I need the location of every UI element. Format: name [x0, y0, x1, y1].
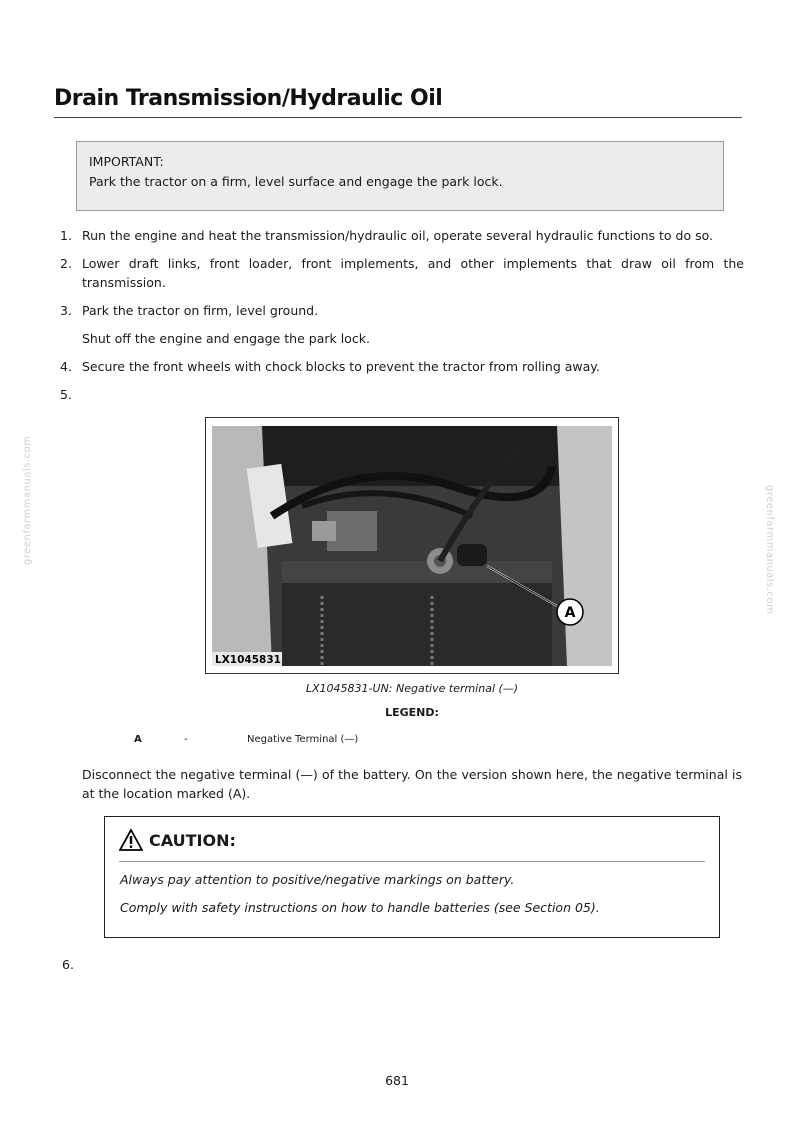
step-number: 5. [60, 387, 72, 402]
battery-figure [205, 417, 619, 674]
battery-photo [212, 426, 612, 666]
step-number: 3. [60, 303, 72, 318]
important-text: Park the tractor on a firm, level surface and engage the park lock. [89, 174, 503, 189]
step-text: Run the engine and heat the transmission/hydraulic oil, operate several hydraulic functions to do so. [82, 228, 714, 243]
caution-divider [119, 861, 705, 862]
legend-separator: - [184, 734, 188, 745]
step-text: Secure the front wheels with chock blocks to prevent the tractor from rolling away. [82, 359, 600, 374]
caution-box [104, 816, 720, 938]
step-text [82, 385, 744, 404]
instruction-paragraph: Disconnect the negative terminal (—) of the battery. On the version shown here, the negative terminal is at the location marked (A). [82, 767, 742, 801]
caution-label: CAUTION: [149, 830, 236, 850]
important-label: IMPORTANT: [89, 154, 164, 169]
legend-heading: LEGEND: [385, 706, 439, 719]
step-1 [60, 226, 744, 245]
caution-line-1: Always pay attention to positive/negative markings on battery. [120, 872, 515, 887]
step-3 [60, 301, 744, 348]
callout-label: A [564, 605, 576, 621]
legend-key: A [134, 734, 142, 745]
step-text: Park the tractor on firm, level ground. [82, 303, 319, 318]
step-text: Lower draft links, front loader, front implements, and other implements that draw oil from the transmission. [82, 256, 744, 290]
important-notice [76, 141, 724, 211]
watermark-right: greenfarmmanuals.com [764, 485, 775, 615]
watermark-left: greenfarmmanuals.com [22, 435, 33, 565]
step-number: 1. [60, 228, 72, 243]
figure-caption: LX1045831-UN: Negative terminal (—) [305, 682, 519, 695]
step-subtext: Shut off the engine and engage the park lock. [82, 331, 370, 346]
step-number: 2. [60, 256, 72, 271]
step-4 [60, 357, 744, 376]
page-title: Drain Transmission/Hydraulic Oil [54, 86, 742, 118]
step-6-number: 6. [62, 957, 74, 972]
step-number: 4. [60, 359, 72, 374]
page-number: 681 [385, 1073, 409, 1088]
step-5 [60, 385, 744, 404]
caution-line-2: Comply with safety instructions on how to handle batteries (see Section 05). [120, 900, 600, 915]
warning-icon [119, 829, 143, 851]
legend-description: Negative Terminal (—) [247, 734, 359, 745]
step-2 [60, 254, 744, 292]
image-code: LX1045831 [215, 654, 281, 666]
step-list [60, 226, 744, 404]
caution-heading [119, 829, 236, 851]
